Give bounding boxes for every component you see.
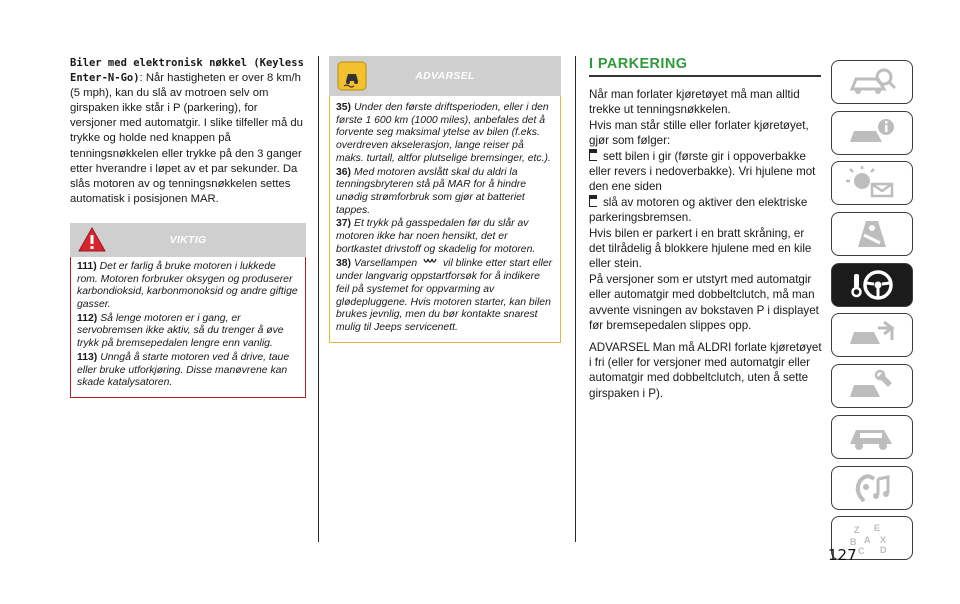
paragraph: Hvis man står stille eller forlater kjøretøyet, gjør som følger: bbox=[589, 118, 809, 148]
advarsel-item bbox=[336, 167, 554, 218]
item-number: 112) bbox=[77, 312, 98, 324]
viktig-item bbox=[77, 352, 299, 390]
parking-text bbox=[589, 87, 823, 401]
intro-text: : Når hastigheten er over 8 km/h (5 mph), kan du slå av motroen selv om girspaken ikke står i P (parkering), for versjoner med automatgir. I slike tilfeller må du trykke og holde ned knappen på tenningsnøkkelen eller trykke på den 3 ganger etter hverandre i løpet av et par sekunder. Da slås motoren av og tenningsnøkkelen settes automatisk i posisjonen MAR. bbox=[70, 72, 303, 205]
advarsel-title: ADVARSEL bbox=[415, 70, 475, 82]
tab-warning-lights[interactable] bbox=[831, 161, 913, 205]
bullet-icon bbox=[589, 152, 597, 161]
bullet-item bbox=[589, 149, 823, 195]
tab-car-info[interactable] bbox=[831, 111, 913, 155]
svg-text:X: X bbox=[880, 535, 887, 546]
item-text: Et trykk på gasspedalen før du slår av motoren ikke har noen hensikt, det er bortkastet drivstoff og skadelig for motoren. bbox=[336, 218, 536, 255]
advarsel-banner bbox=[329, 56, 561, 96]
svg-text:B: B bbox=[850, 537, 857, 548]
item-text: Med motoren avslått skal du aldri la tenningsbryteren stå på MAR for å hindre unødig strømforbruk som gjør at batteriet tappes. bbox=[336, 166, 527, 216]
chapter-tabs bbox=[831, 60, 913, 567]
column-divider bbox=[318, 56, 319, 542]
advarsel-content bbox=[329, 96, 561, 343]
item-number: 38) bbox=[336, 258, 352, 270]
svg-text:C: C bbox=[858, 546, 865, 556]
item-number: 37) bbox=[336, 218, 352, 230]
warning-lights-icon bbox=[844, 166, 900, 200]
viktig-item bbox=[77, 261, 299, 312]
viktig-banner bbox=[70, 223, 306, 257]
svg-text:D: D bbox=[880, 545, 887, 556]
right-column bbox=[589, 56, 823, 401]
tab-car-breakdown[interactable] bbox=[831, 313, 913, 357]
svg-text:Z: Z bbox=[854, 525, 860, 536]
advarsel-item bbox=[336, 102, 554, 166]
column-divider bbox=[575, 56, 576, 542]
bullet-icon bbox=[589, 198, 597, 207]
item-number: 111) bbox=[77, 260, 97, 272]
car-info-icon bbox=[844, 116, 900, 150]
item-number: 36) bbox=[336, 166, 352, 178]
car-safety-icon bbox=[844, 217, 900, 251]
page-number: 127 bbox=[828, 546, 857, 564]
tab-car-search[interactable] bbox=[831, 60, 913, 104]
item-text: Varsellampen bbox=[354, 258, 418, 270]
section-title: I PARKERING bbox=[589, 56, 821, 77]
item-number: 35) bbox=[336, 102, 352, 113]
advarsel-box bbox=[329, 56, 561, 343]
item-number: 113) bbox=[77, 351, 98, 363]
intro-paragraph bbox=[70, 56, 306, 207]
car-breakdown-icon bbox=[844, 318, 900, 352]
viktig-title: VIKTIG bbox=[169, 233, 207, 246]
advarsel-item bbox=[336, 257, 554, 334]
item-text: Under den første driftsperioden, eller i den første 1 600 km (1000 miles), anbefales det å forvente seg maksimal ytelse av bilen (f.eks. overdreven akselerasjon, lange reiser på maks. turtall, altfor plutselige bremsinger, etc.). bbox=[336, 102, 551, 164]
danger-triangle-icon bbox=[78, 227, 106, 253]
intro-bold: Biler med elektronisk nøkkel (Keyless Enter-N-Go) bbox=[70, 57, 304, 85]
tab-car-specifications[interactable] bbox=[831, 415, 913, 459]
tab-car-maintenance[interactable] bbox=[831, 364, 913, 408]
paragraph: Når man forlater kjøretøyet må man alltid trekke ut tenningsnøkkelen. bbox=[589, 88, 800, 117]
tab-car-safety[interactable] bbox=[831, 212, 913, 256]
car-maintenance-icon bbox=[844, 369, 900, 403]
item-text: Unngå å starte motoren ved å drive, taue eller bruke utforkjøring. Disse manøvrene kan skade katalysatoren. bbox=[77, 351, 290, 389]
car-search-icon bbox=[844, 65, 900, 99]
viktig-box bbox=[70, 223, 306, 398]
advarsel-item bbox=[336, 218, 554, 256]
bullet-text: slå av motoren og aktiver den elektriske parkeringsbremsen. bbox=[589, 195, 808, 225]
glow-plug-icon bbox=[422, 257, 438, 266]
left-column bbox=[70, 56, 306, 398]
middle-column bbox=[329, 56, 561, 343]
paragraph: På versjoner som er utstyrt med automatgir eller automatgir med dobbeltclutch, må man avvente visningen av bokstaven P i displayet før bremsepedalen slippes opp. bbox=[589, 272, 819, 333]
paragraph: ADVARSEL Man må ALDRI forlate kjøretøyet i fri (eller for versjoner med automatgir eller automatgir med dobbeltclutch, uten å sette girspaken i P). bbox=[589, 340, 822, 400]
item-text: Så lenge motoren er i gang, er servobremsen ikke aktiv, så du trenger å øve trykk på bremsepedalen lengre enn vanlig. bbox=[77, 312, 284, 350]
bullet-item bbox=[589, 195, 823, 226]
svg-text:A: A bbox=[864, 535, 871, 546]
tab-multimedia[interactable] bbox=[831, 466, 913, 510]
viktig-content bbox=[70, 257, 306, 398]
tab-starting-driving[interactable] bbox=[831, 263, 913, 307]
car-specifications-icon bbox=[844, 420, 900, 454]
paragraph: Hvis bilen er parkert i en bratt skråning, er det tilrådelig å blokkere hjulene med en kile eller stein. bbox=[589, 226, 812, 271]
viktig-item bbox=[77, 313, 299, 351]
item-text: Det er farlig å bruke motoren i lukkede rom. Motoren forbruker oksygen og produserer karbondioksid, karbonmonoksid og andre giftige gasser. bbox=[77, 260, 298, 311]
svg-text:E: E bbox=[874, 523, 881, 534]
multimedia-icon bbox=[844, 471, 900, 505]
key-steering-wheel-icon bbox=[844, 268, 900, 302]
car-skid-warning-icon bbox=[337, 61, 367, 91]
item-text: vil blinke etter start eller under langvarig oppstartforsøk for å indikere feil på systemet for oppvarming av glødepluggene. Hvis motoren starter, kan bilen brukes jevnlig, men du bør kontakte snarest mulig til Jeeps servicenett. bbox=[336, 258, 553, 333]
bullet-text: sett bilen i gir (første gir i oppoverbakke eller revers i nedoverbakke). Vri hjulene mot den ene siden bbox=[589, 149, 816, 194]
